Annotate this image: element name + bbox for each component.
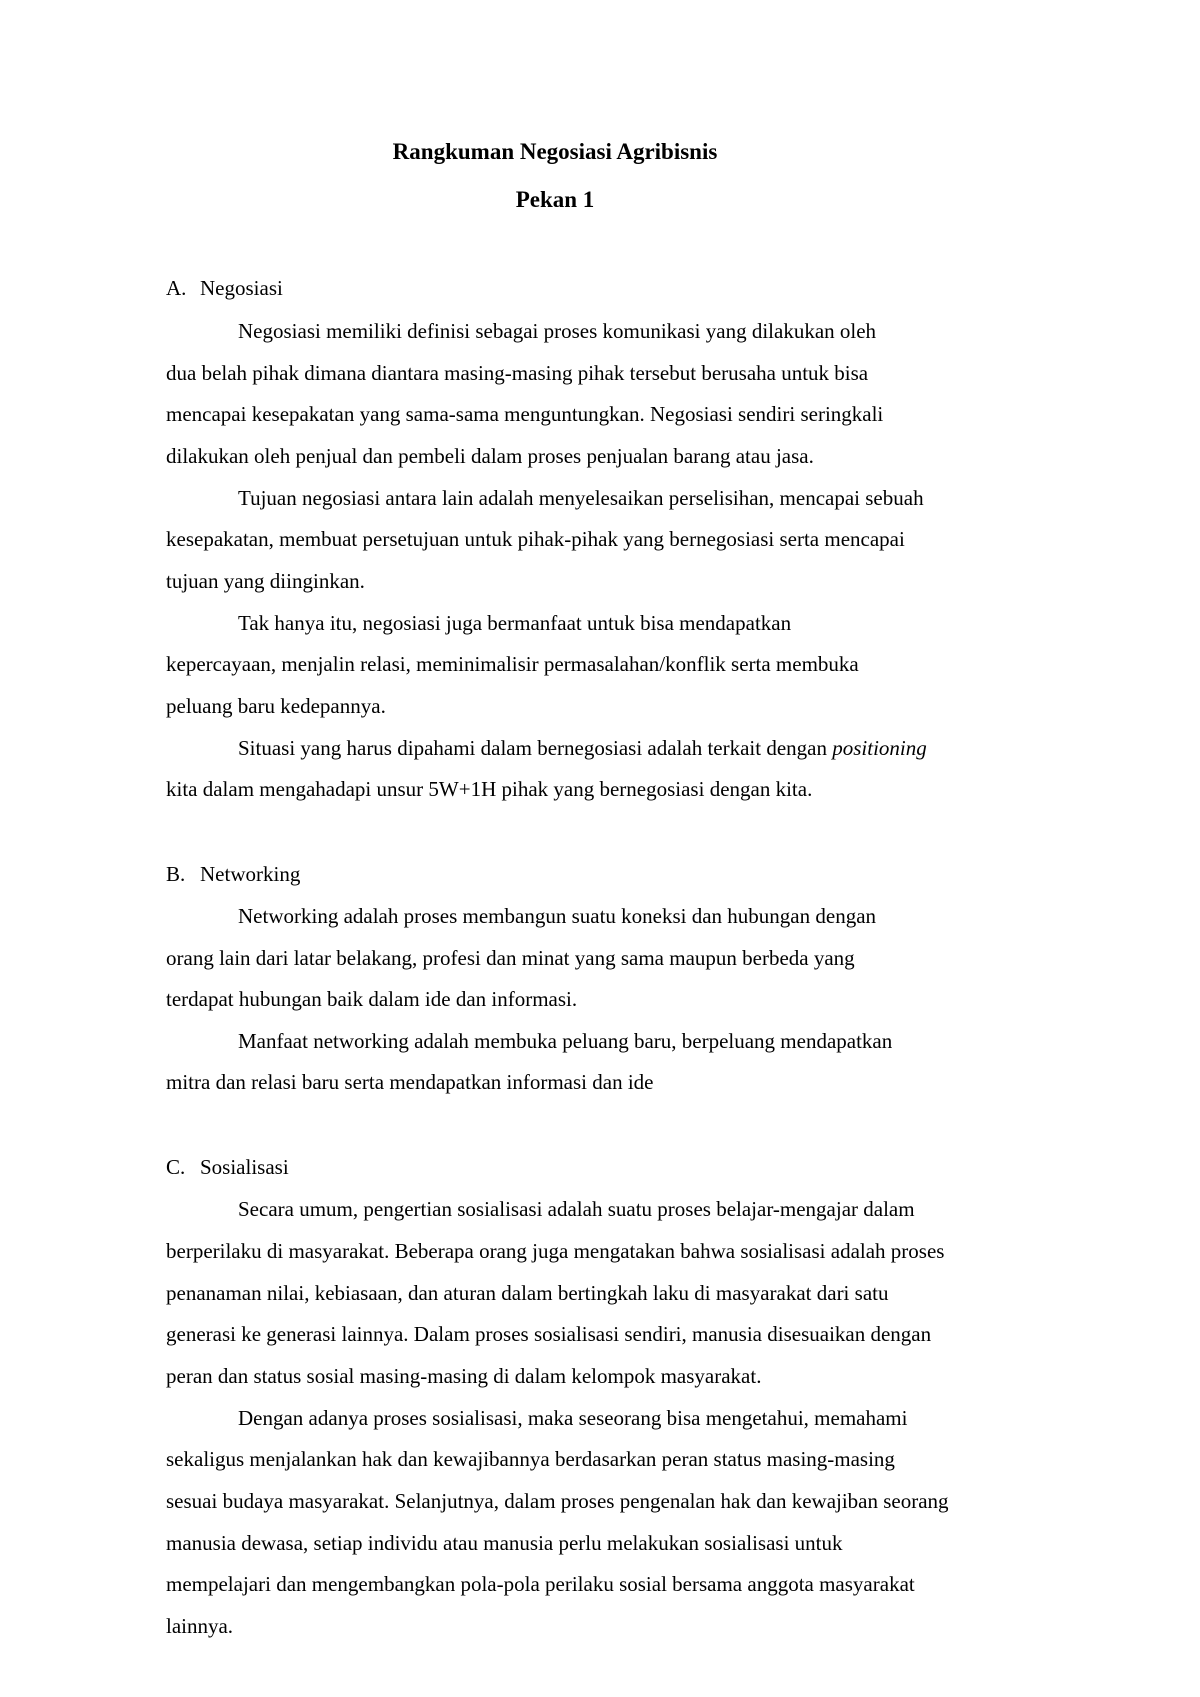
paragraph-line: peran dan status sosial masing-masing di dalam kelompok masyarakat.	[166, 1364, 762, 1388]
paragraph-line: dua belah pihak dimana diantara masing-masing pihak tersebut berusaha untuk bisa	[166, 361, 869, 385]
italic-term: positioning	[832, 736, 927, 760]
paragraph-line: peluang baru kedepannya.	[166, 694, 386, 718]
paragraph-text: Situasi yang harus dipahami dalam bernegosiasi adalah terkait dengan	[238, 736, 827, 760]
section-title: Sosialisasi	[200, 1155, 289, 1179]
section-title: Networking	[200, 862, 301, 886]
paragraph-line: berperilaku di masyarakat. Beberapa orang juga mengatakan bahwa sosialisasi adalah proses	[166, 1239, 945, 1263]
paragraph-line: Networking adalah proses membangun suatu koneksi dan hubungan dengan	[238, 904, 877, 928]
document-title: Rangkuman Negosiasi Agribisnis	[392, 139, 718, 164]
paragraph-line: manusia dewasa, setiap individu atau manusia perlu melakukan sosialisasi untuk	[166, 1531, 843, 1555]
paragraph-line: Manfaat networking adalah membuka peluang baru, berpeluang mendapatkan	[238, 1029, 893, 1053]
section-title: Negosiasi	[200, 276, 283, 300]
section-heading-a	[166, 275, 283, 301]
paragraph-line: Tak hanya itu, negosiasi juga bermanfaat untuk bisa mendapatkan	[238, 611, 792, 635]
paragraph-line: dilakukan oleh penjual dan pembeli dalam proses penjualan barang atau jasa.	[166, 444, 814, 468]
paragraph-line	[238, 735, 927, 761]
paragraph-line: penanaman nilai, kebiasaan, dan aturan dalam bertingkah laku di masyarakat dari satu	[166, 1281, 889, 1305]
paragraph-line: sesuai budaya masyarakat. Selanjutnya, dalam proses pengenalan hak dan kewajiban seorang	[166, 1489, 949, 1513]
paragraph-line: kita dalam mengahadapi unsur 5W+1H pihak yang bernegosiasi dengan kita.	[166, 777, 813, 801]
paragraph-line: terdapat hubungan baik dalam ide dan informasi.	[166, 987, 578, 1011]
section-heading-b	[166, 861, 300, 887]
section-heading-c	[166, 1154, 289, 1180]
paragraph-line: mencapai kesepakatan yang sama-sama menguntungkan. Negosiasi sendiri seringkali	[166, 402, 884, 426]
document-subtitle: Pekan 1	[515, 187, 595, 212]
paragraph-line: orang lain dari latar belakang, profesi dan minat yang sama maupun berbeda yang	[166, 946, 855, 970]
paragraph-line: lainnya.	[166, 1614, 234, 1638]
paragraph-line: Tujuan negosiasi antara lain adalah menyelesaikan perselisihan, mencapai sebuah	[238, 486, 924, 510]
paragraph-line: Secara umum, pengertian sosialisasi adalah suatu proses belajar-mengajar dalam	[238, 1197, 915, 1221]
paragraph-line: mempelajari dan mengembangkan pola-pola perilaku sosial bersama anggota masyarakat	[166, 1572, 915, 1596]
paragraph-line: tujuan yang diinginkan.	[166, 569, 365, 593]
paragraph-line: Negosiasi memiliki definisi sebagai proses komunikasi yang dilakukan oleh	[238, 319, 877, 343]
paragraph-line: Dengan adanya proses sosialisasi, maka seseorang bisa mengetahui, memahami	[238, 1406, 908, 1430]
paragraph-line: sekaligus menjalankan hak dan kewajibannya berdasarkan peran status masing-masing	[166, 1447, 895, 1471]
paragraph-line: kesepakatan, membuat persetujuan untuk pihak-pihak yang bernegosiasi serta mencapai	[166, 527, 905, 551]
section-letter: C.	[166, 1155, 186, 1179]
paragraph-line: kepercayaan, menjalin relasi, meminimalisir permasalahan/konflik serta membuka	[166, 652, 859, 676]
paragraph-line: generasi ke generasi lainnya. Dalam proses sosialisasi sendiri, manusia disesuaikan dengan	[166, 1322, 932, 1346]
section-letter: B.	[166, 862, 186, 886]
paragraph-line: mitra dan relasi baru serta mendapatkan informasi dan ide	[166, 1070, 654, 1094]
section-letter: A.	[166, 276, 187, 300]
